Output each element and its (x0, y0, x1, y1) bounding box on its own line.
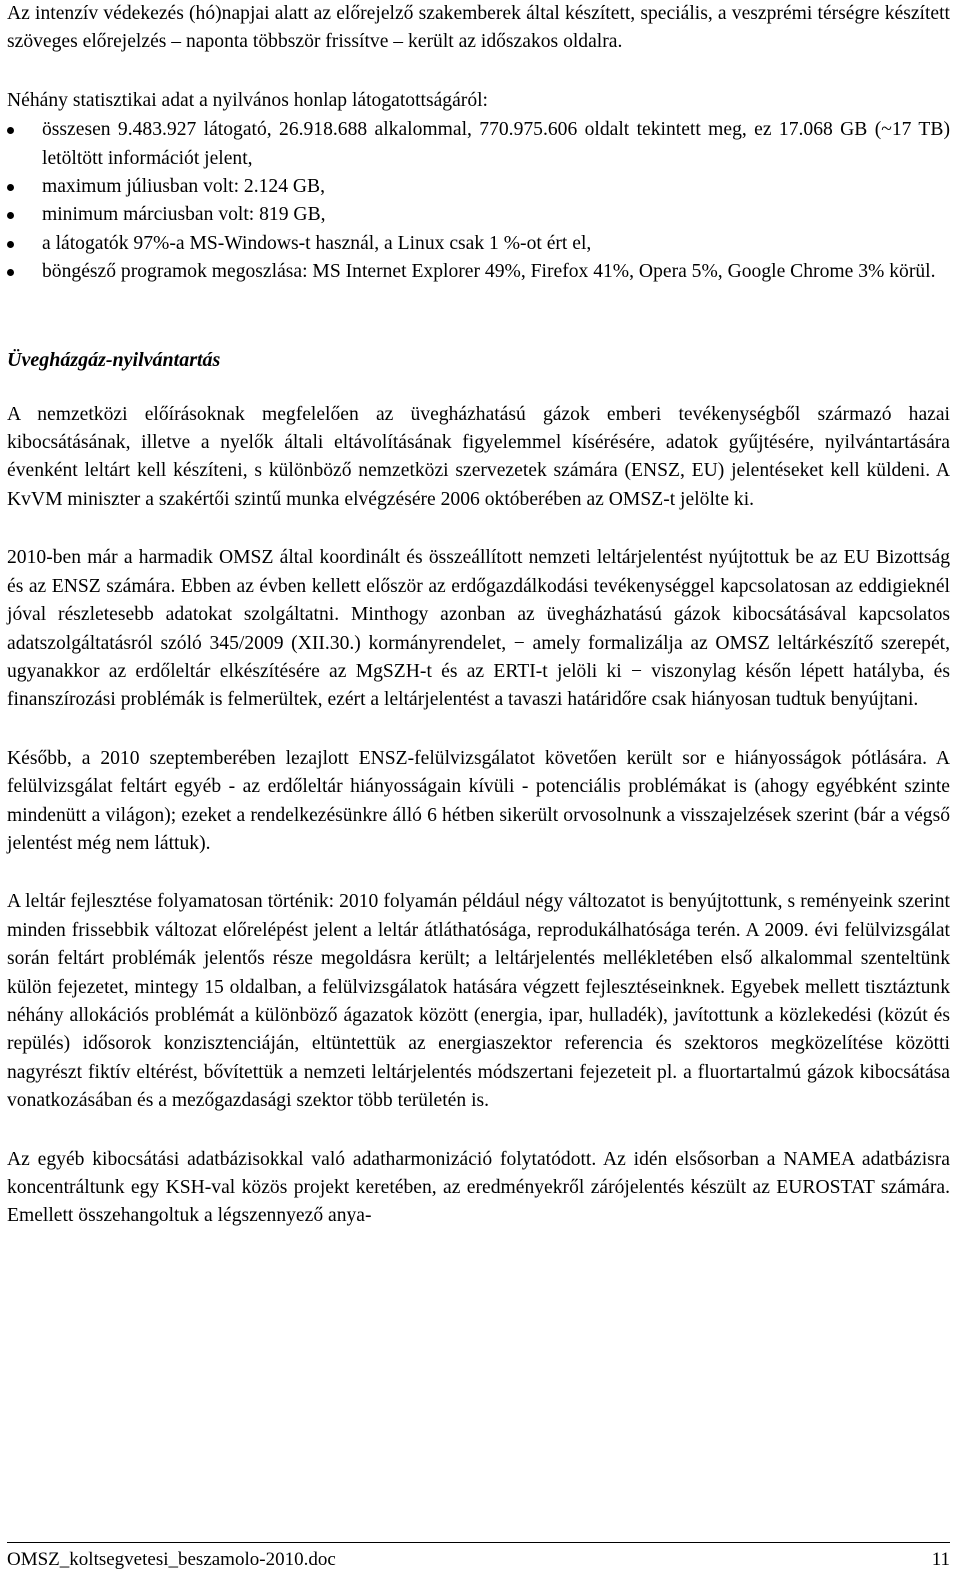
section-paragraph-5: Az egyéb kibocsátási adatbázisokkal való adatharmonizáció folytatódott. Az idén elsősorban a NAMEA adatbázisra koncentráltunk egy KSH-val közös projekt keretében, az eredményekről zárójelentés készült az EUROSTAT számára. Emellett összehangoltuk a légszennyező anya- (7, 1148, 950, 1227)
list-item-text: minimum márciusban volt: 819 GB, (42, 204, 326, 226)
list-item-text: a látogatók 97%-a MS-Windows-t használ, a Linux csak 1 %-ot ért el, (42, 232, 592, 254)
list-item (7, 258, 950, 286)
page-footer (7, 1542, 950, 1571)
list-item-text: összesen 9.483.927 látogató, 26.918.688 alkalommal, 770.975.606 oldalt tekintett meg, ez 17.068 GB (~17 TB) letöltött információt jelent, (42, 119, 950, 169)
list-item-text: maximum júliusban volt: 2.124 GB, (42, 176, 326, 198)
footer-filename: OMSZ_koltsegvetesi_beszamolo-2010.doc (7, 1549, 336, 1570)
section-title: Üvegházgáz-nyilvántartás (7, 348, 221, 371)
bullet-icon (7, 184, 14, 191)
list-item-text: böngésző programok megoszlása: MS Internet Explorer 49%, Firefox 41%, Opera 5%, Google Chrome 3% körül. (42, 261, 936, 283)
stats-heading: Néhány statisztikai adat a nyilvános honlap látogatottságáról: (7, 89, 489, 111)
section-paragraph-1: A nemzetközi előírásoknak megfelelően az üvegházhatású gázok emberi tevékenységből származó hazai kibocsátásának, illetve a nyelők általi eltávolításának figyelemmel kísérésére, adatok gyűjtésére, nyilvántartására évenként leltárt kell készíteni, s különböző nemzetközi szervezetek számára (ENSZ, EU) jelentéseket kell küldeni. A KvVM miniszter a szakértői szintű munka elvégzésére 2006 októberében az OMSZ-t jelölte ki. (7, 403, 950, 510)
section-paragraph-3: Később, a 2010 szeptemberében lezajlott ENSZ-felülvizsgálatot követően került sor e hiányosságok pótlására. A felülvizsgálat feltárt egyéb - az erdőleltár hiányosságain kívüli - potenciális problémákat is (ahogy egyébként szinte mindenütt a világon); ezeket a rendelkezésünkre álló 6 hétben sikerült orvosolnunk a visszajelzések szerint (bár a végső jelentést még nem láttuk). (7, 747, 950, 854)
bullet-icon (7, 127, 14, 134)
list-item (7, 173, 950, 201)
section-paragraph-4: A leltár fejlesztése folyamatosan történik: 2010 folyamán például négy változatot is benyújtottunk, s reményeink szerint minden frissebbik változat előrelépést jelent a leltár átláthatósága, reprodukálhatósága terén. A 2009. évi felülvizsgálat során feltárt problémák jelentős része megoldásra került; a leltárjelentés mellékletében első alkalommal szenteltünk külön fejezetet, mintegy 15 oldalban, a felülvizsgálatok hatására végzett fejlesztéseinknek. Egyebek mellett tisztáztunk néhány allokációs problémát a különböző ágazatok között (energia, ipar, hulladék), javítottunk a közlekedési (közút és repülés) idősorok konzisztenciáján, eltüntettük az energiaszektor referencia és szektoros megközelítése közötti nagyrészt fiktív eltérést, bővítettük a nemzeti leltárjelentés módszertani fejezeteit pl. a fluortartalmú gázok kibocsátása vonatkozásában és a mezőgazdasági szektor több területén is. (7, 891, 950, 1112)
bullet-icon (7, 269, 14, 276)
list-item (7, 116, 950, 173)
document-page (7, 0, 950, 1231)
list-item (7, 230, 950, 258)
bullet-icon (7, 212, 14, 219)
list-item (7, 201, 950, 229)
stats-list (7, 116, 950, 286)
footer-page-number: 11 (931, 1549, 950, 1570)
section-paragraph-2: 2010-ben már a harmadik OMSZ által koordinált és összeállított nemzeti leltárjelentést nyújtottuk be az EU Bizottság és az ENSZ számára. Ebben az évben kellett először az erdőgazdálkodási tevékenységgel kapcsolatosan az eddigieknél jóval részletesebb adatokat szolgáltatni. Minthogy azonban az üvegházhatású gázok kibocsátásával kapcsolatos adatszolgáltatásról szóló 345/2009 (XII.30.) kormányrendelet, − amely formalizálja az OMSZ leltárkészítő szerepét, ugyanakkor az erdőleltár elkészítésére az MgSZH-t és az ERTI-t jelöli ki − viszonylag későn lépett hatályba, és finanszírozási problémák is felmerültek, ezért a leltárjelentést a tavaszi határidőre csak hiányosan tudtuk benyújtani. (7, 547, 950, 711)
intro-paragraph: Az intenzív védekezés (hó)napjai alatt az előrejelző szakemberek által készített, speciális, a veszprémi térségre készített szöveges előrejelzés – naponta többször frissítve – került az időszakos oldalra. (7, 3, 950, 53)
bullet-icon (7, 241, 14, 248)
